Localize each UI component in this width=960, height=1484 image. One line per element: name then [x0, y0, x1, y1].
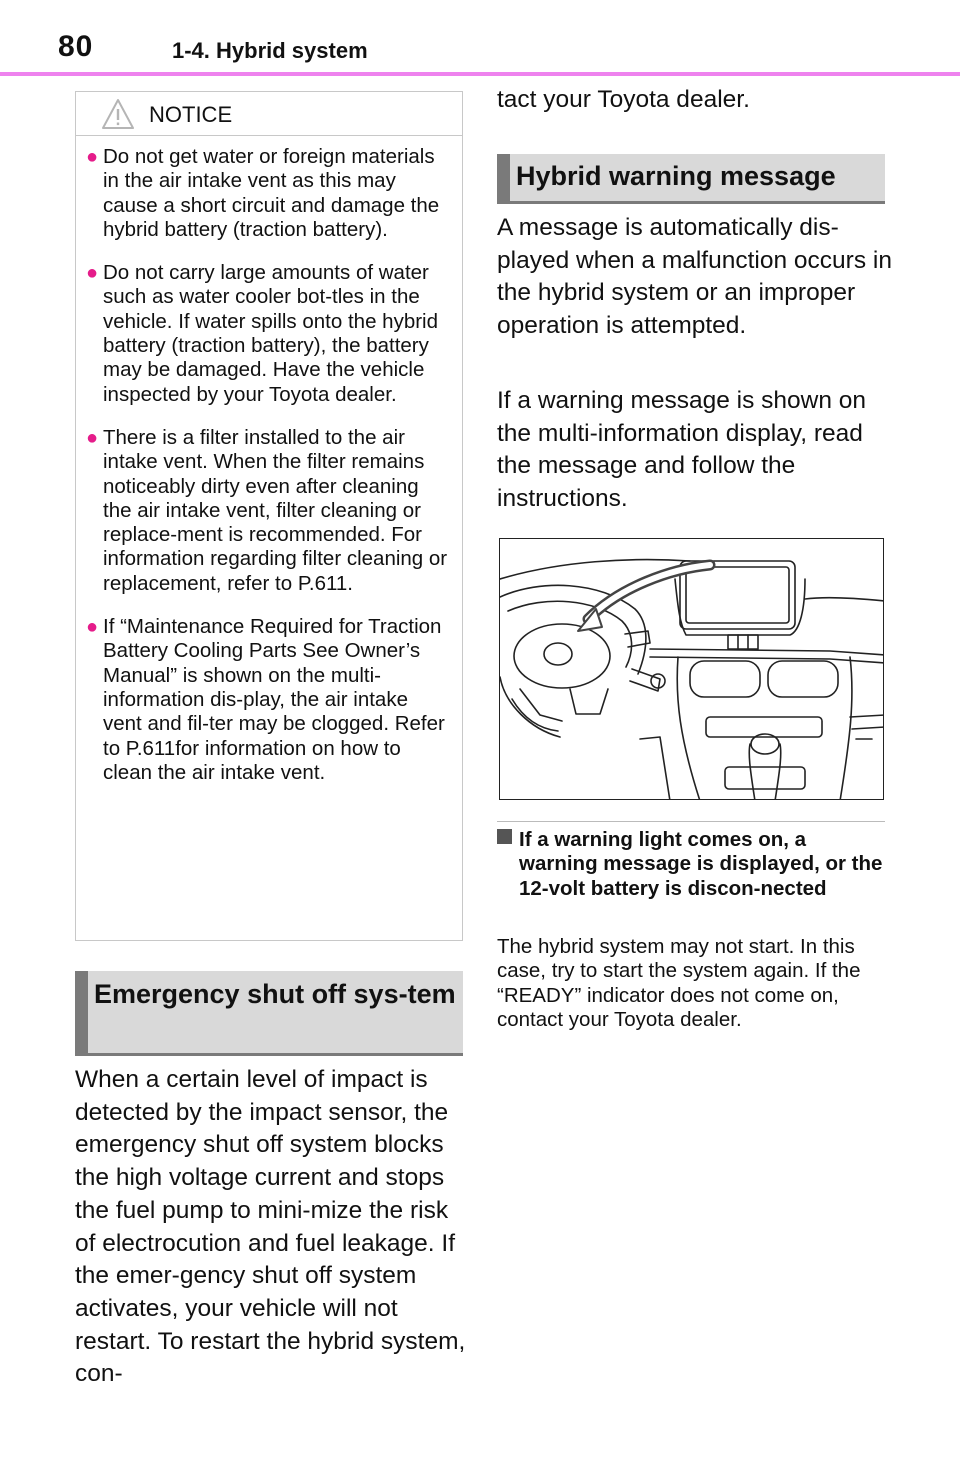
- page-header: [0, 0, 960, 76]
- subsection-heading: [497, 828, 887, 901]
- emergency-heading: Emergency shut off sys-tem: [75, 971, 463, 1056]
- section-title: 1-4. Hybrid system: [172, 38, 368, 63]
- emergency-continuation: tact your Toyota dealer.: [497, 86, 750, 113]
- notice-header: [76, 92, 462, 136]
- emergency-text: When a certain level of impact is detected by the impact sensor, the emergency shut off system blocks the high voltage current and stops the fuel pump to mini-mize the risk of electrocution and fuel leakage. If the emer-gency shut off system activates, your vehicle will not restart. To restart the hybrid system, con-: [75, 1066, 466, 1388]
- warning-triangle-icon: [101, 98, 135, 130]
- notice-list: [76, 145, 462, 785]
- page-number: 80: [58, 30, 94, 63]
- notice-box: [75, 91, 463, 941]
- header-rule: [0, 72, 960, 76]
- dashboard-drawing: [500, 539, 884, 800]
- notice-item: [88, 145, 448, 242]
- notice-item: [88, 615, 448, 785]
- bullet-dot-icon: ●: [86, 146, 99, 168]
- subsection-text: The hybrid system may not start. In this case, try to start the system again. If the “READY” indicator does not come on, contact your Toyota dealer.: [497, 935, 861, 1031]
- warning-paragraph-1: A message is automatically dis-played when a malfunction occurs in the hybrid system or an improper operation is attempted.: [497, 214, 892, 340]
- notice-item: [88, 261, 448, 407]
- subsection-rule: [497, 821, 885, 822]
- warning-heading: Hybrid warning message: [497, 154, 885, 204]
- square-marker-icon: [497, 829, 512, 844]
- bullet-dot-icon: ●: [86, 616, 99, 639]
- notice-item-text: There is a filter installed to the air intake vent. When the filter remains noticeably dirty even after cleaning the air intake vent, filter cleaning or replace-ment is recommended. For information regarding filter cleaning or replacement, refer to P.611.: [103, 425, 448, 595]
- subsection-heading-text: If a warning light comes on, a warning message is displayed, or the 12-volt battery is discon-nected: [519, 828, 883, 900]
- dashboard-illustration: [499, 538, 884, 800]
- notice-item: [88, 426, 448, 596]
- notice-item-text: If “Maintenance Required for Traction Battery Cooling Parts See Owner’s Manual” is shown on the multi-information dis-play, the air intake vent and fil-ter may be clogged. Refer to P.611for information on how to clean the air intake vent.: [103, 615, 445, 784]
- bullet-dot-icon: ●: [86, 262, 99, 285]
- notice-item-text: Do not get water or foreign materials in the air intake vent as this may cause a short circuit and damage the hybrid battery (traction battery).: [103, 145, 440, 241]
- bullet-dot-icon: ●: [86, 426, 99, 449]
- warning-paragraph-2: If a warning message is shown on the multi-information display, read the message and follow the instructions.: [497, 387, 867, 513]
- notice-item-text: Do not carry large amounts of water such as water cooler bot-tles in the vehicle. If water spills onto the hybrid battery (traction battery), the battery may be damaged. Have the vehicle inspected by your Toyota dealer.: [103, 261, 438, 406]
- notice-label: NOTICE: [149, 102, 233, 127]
